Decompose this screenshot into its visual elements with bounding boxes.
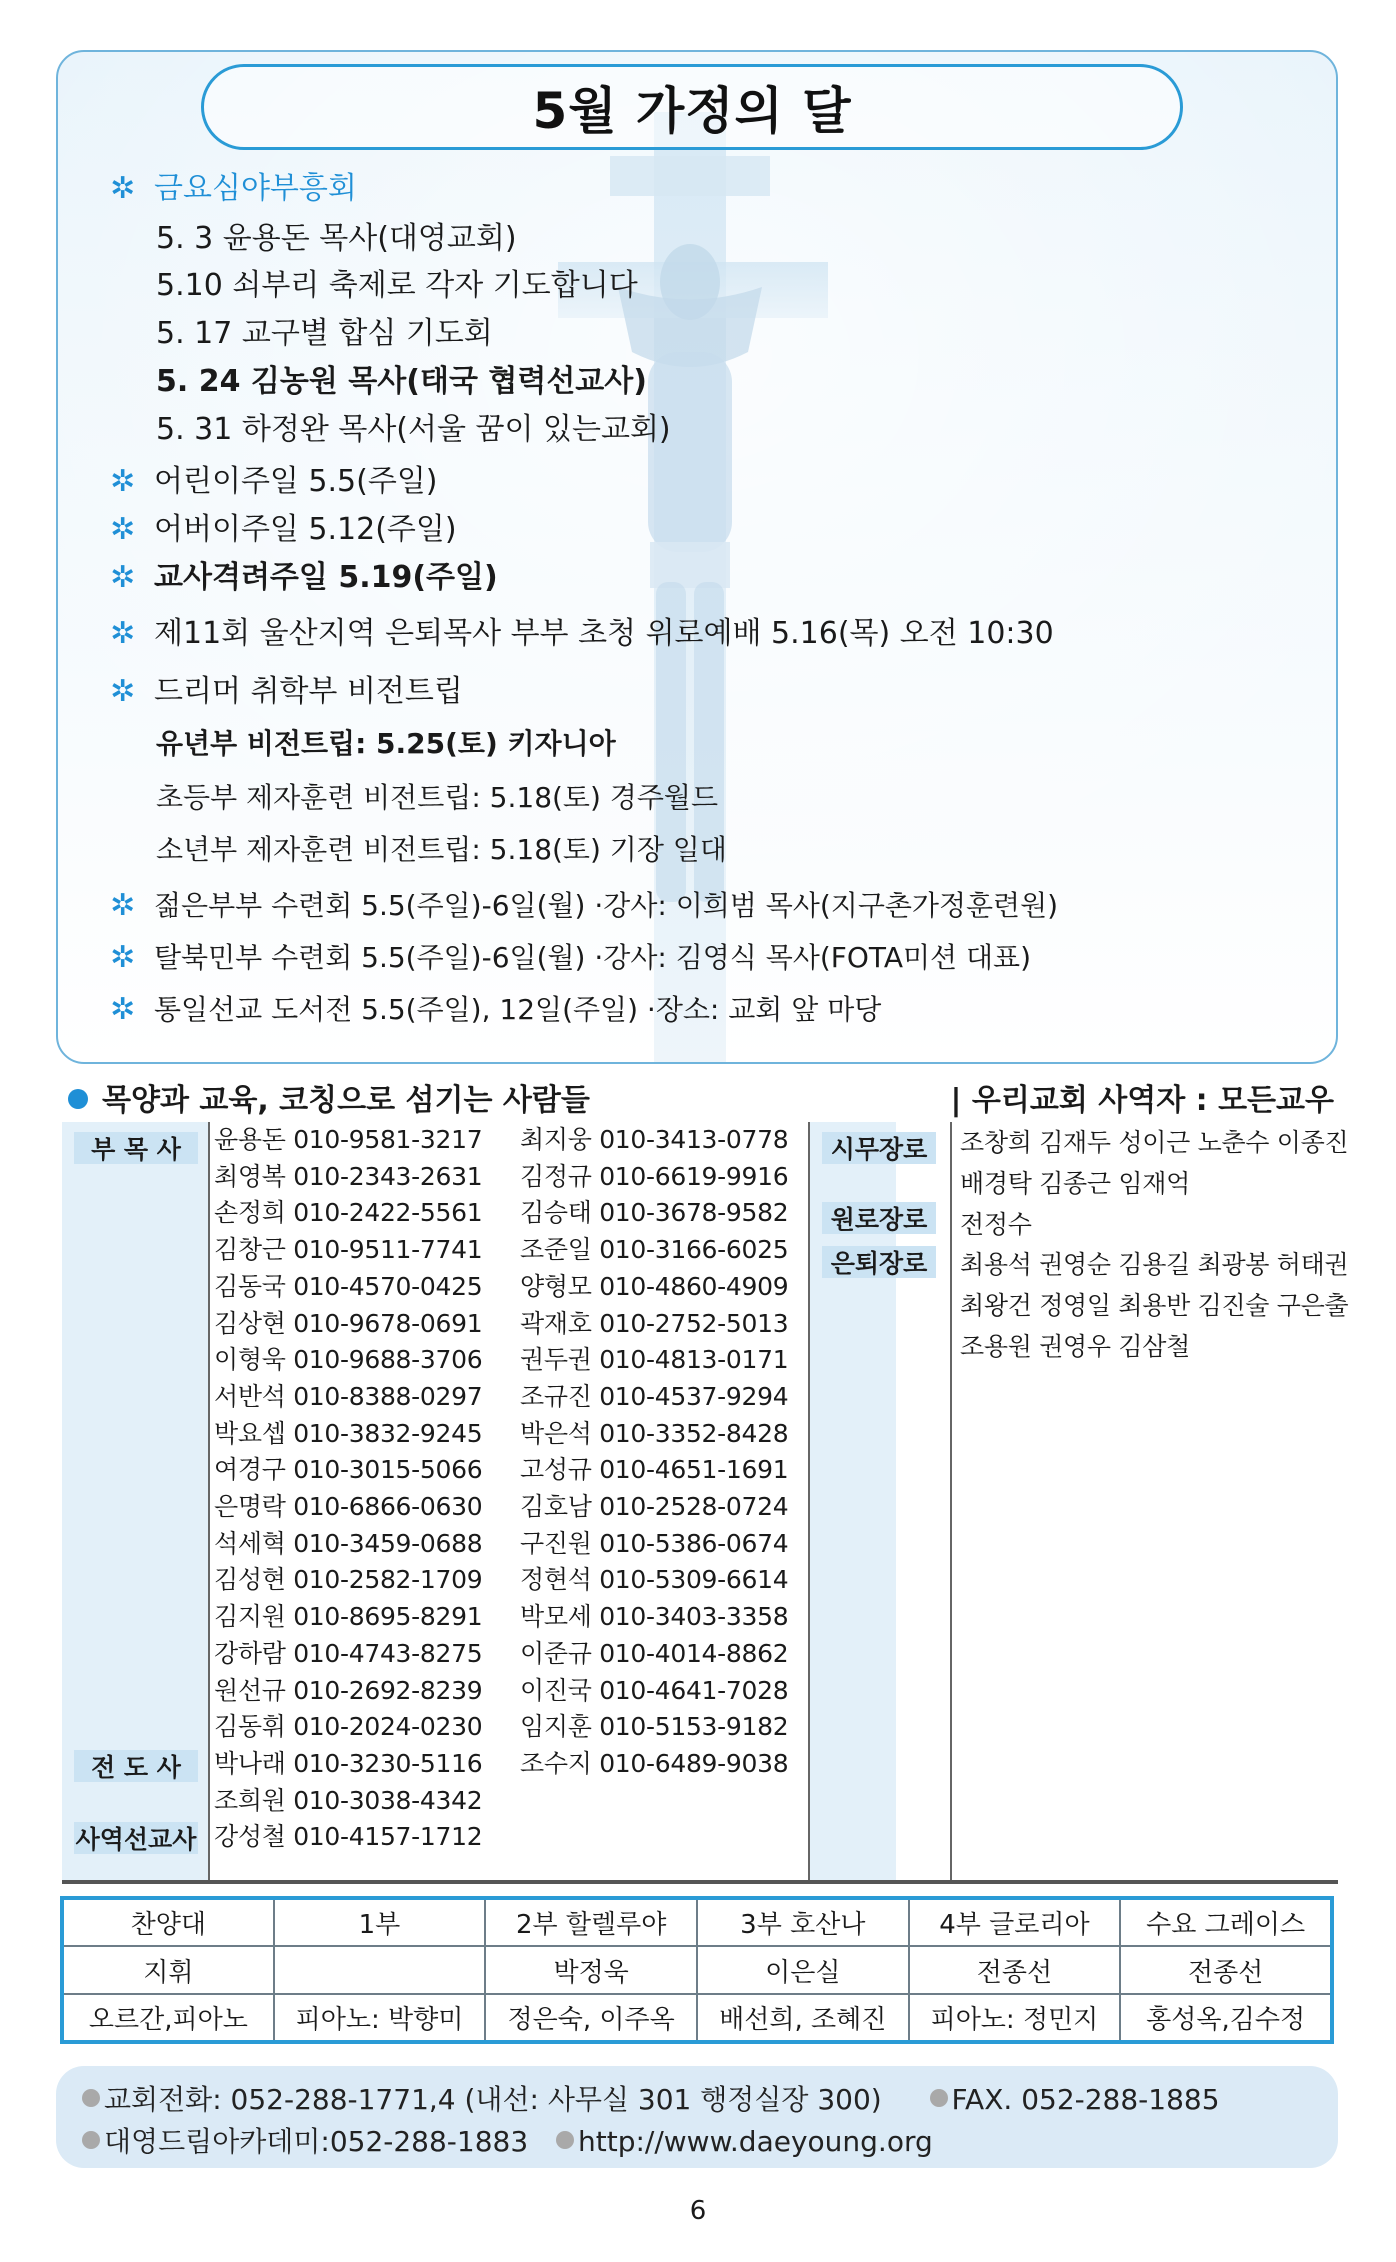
contact-item: 조수지 010-6489-9038 [520,1748,789,1778]
contact-item: 윤용돈 010-9581-3217 [214,1125,483,1154]
active-elders-list [960,1122,1348,1204]
contact-item: 최영복 010-2343-2631 [214,1161,483,1191]
list-item: 전정수 [960,1210,1032,1239]
table-cell [274,1946,486,1994]
event-teachers-day: ✲ 교사격려주일 5.19(주일) [110,558,498,598]
list-item: 5. 31 하정완 목사(서울 꿈이 있는교회) [156,412,671,447]
flower-icon: ✲ [110,940,136,975]
event-defectors: ✲ 탈북민부 수련회 5.5(주일)-6일(월) ·강사: 김영식 목사(FOTA미션 대표) [110,938,1031,978]
list-item: 최용석 권영순 김용길 최광봉 허태권 [960,1250,1349,1279]
list-item: 유년부 비전트립: 5.25(토) 키자니아 [156,727,616,760]
contact-item: 김창근 010-9511-7741 [214,1235,483,1265]
list-item: 5. 24 김농원 목사(태국 협력선교사) [156,364,647,399]
staff-section-subtitle: | 우리교회 사역자 : 모든교우 [950,1083,1334,1118]
bullet-dot-icon [82,2131,100,2149]
table-cell: 2부 할렐루야 [485,1898,697,1946]
event-parents-day: ✲ 어버이주일 5.12(주일) [110,510,457,550]
flower-icon: ✲ [110,464,136,499]
contact-footer [56,2066,1338,2168]
page-number: 6 [689,2196,707,2226]
list-item: 조용원 권영우 김삼철 [960,1332,1190,1361]
divider [808,1122,810,1884]
table-cell: 정은숙, 이주옥 [485,1994,697,2042]
bullet-dot-icon [930,2089,948,2107]
label-retired-elder: 은퇴장로 [822,1246,936,1278]
table-row [62,1946,1332,1994]
table-cell: 홍성옥,김수정 [1120,1994,1332,2042]
honorary-elders-list [960,1204,1032,1245]
table-cell: 4부 글로리아 [909,1898,1121,1946]
list-item: 5.10 쇠부리 축제로 각자 기도합니다 [156,268,638,303]
contact-item: 강성철 010-4157-1712 [214,1822,483,1852]
website-link[interactable]: http://www.daeyoung.org [577,2125,933,2158]
contact-item: 권두권 010-4813-0171 [520,1345,789,1375]
flower-icon: ✲ [110,512,136,547]
contact-item: 조규진 010-4537-9294 [520,1381,789,1411]
contact-item: 이형욱 010-9688-3706 [214,1345,483,1375]
page-title-banner [201,64,1183,150]
flower-icon: ✲ [110,674,136,709]
table-cell: 3부 호산나 [697,1898,909,1946]
divider [62,1880,1338,1884]
contact-item: 여경구 010-3015-5066 [214,1455,483,1485]
event-friday-revival: ✲ 금요심야부흥회 [110,169,357,209]
choir-table [60,1896,1334,2044]
table-cell: 전종선 [909,1946,1121,1994]
list-item: 초등부 제자훈련 비전트립: 5.18(토) 경주월드 [156,781,718,814]
table-cell: 이은실 [697,1946,909,1994]
contact-item: 은명락 010-6866-0630 [214,1492,483,1522]
list-item: 소년부 제자훈련 비전트립: 5.18(토) 기장 일대 [156,833,727,866]
table-cell: 오르간,피아노 [62,1994,274,2042]
contact-item: 김호남 010-2528-0724 [520,1492,789,1522]
contact-item: 양형모 010-4860-4909 [520,1271,789,1301]
retired-elders-list [960,1244,1348,1367]
contact-item: 서반석 010-8388-0297 [214,1381,483,1411]
contact-item: 박은석 010-3352-8428 [520,1418,789,1448]
contact-item: 김승태 010-3678-9582 [520,1198,789,1228]
contact-item: 석세혁 010-3459-0688 [214,1528,483,1558]
contact-item: 정현석 010-5309-6614 [520,1565,789,1595]
bullet-dot-icon [82,2089,100,2107]
event-dreamer-trip: ✲ 드리머 취학부 비전트립 [110,672,463,712]
table-cell: 피아노: 정민지 [909,1994,1121,2042]
table-cell: 찬양대 [62,1898,274,1946]
table-row [62,1994,1332,2042]
contact-item: 박나래 010-3230-5116 [214,1748,483,1778]
contact-list-2 [520,1122,788,1783]
staff-section-title: 목양과 교육, 코칭으로 섬기는 사람들 [68,1075,590,1115]
bullet-dot-icon [68,1089,88,1109]
contact-item: 구진원 010-5386-0674 [520,1528,789,1558]
label-active-elder: 시무장로 [822,1132,936,1164]
contact-item: 김동휘 010-2024-0230 [214,1712,483,1742]
table-cell: 지휘 [62,1946,274,1994]
footer-line-2 [82,2120,933,2160]
contact-item: 임지훈 010-5153-9182 [520,1712,789,1742]
table-cell: 배선희, 조혜진 [697,1994,909,2042]
footer-line-1 [82,2078,1220,2118]
church-fax: FAX. 052-288-1885 [951,2083,1220,2116]
bullet-dot-icon [556,2131,574,2149]
contact-item: 김지원 010-8695-8291 [214,1602,483,1632]
flower-icon: ✲ [110,888,136,923]
table-cell: 박정욱 [485,1946,697,1994]
flower-icon: ✲ [110,171,136,206]
page-title: 5월 가정의 달 [532,82,852,140]
table-row [62,1898,1332,1946]
contact-item: 곽재호 010-2752-5013 [520,1308,789,1338]
elder-label-column-bg [808,1122,896,1884]
contact-item: 박요셉 010-3832-9245 [214,1418,483,1448]
contact-list-1 [214,1122,482,1856]
contact-item: 김상현 010-9678-0691 [214,1308,483,1338]
church-phone: 교회전화: 052-288-1771,4 (내선: 사무실 301 행정실장 300) [104,2083,882,2116]
contact-item: 김성현 010-2582-1709 [214,1565,483,1595]
list-item: 배경탁 김종근 임재억 [960,1169,1190,1198]
flower-icon: ✲ [110,616,136,651]
flower-icon: ✲ [110,560,136,595]
table-cell: 피아노: 박향미 [274,1994,486,2042]
contact-item: 김동국 010-4570-0425 [214,1271,483,1301]
event-childrens-day: ✲ 어린이주일 5.5(주일) [110,462,438,502]
contact-item: 조준일 010-3166-6025 [520,1235,789,1265]
list-item: 조창희 김재두 성이근 노춘수 이종진 [960,1128,1349,1157]
contact-item: 원선규 010-2692-8239 [214,1675,483,1705]
contact-item: 고성규 010-4651-1691 [520,1455,789,1485]
divider [208,1122,210,1884]
divider [950,1122,952,1884]
contact-item: 최지웅 010-3413-0778 [520,1125,789,1154]
list-item: 5. 17 교구별 합심 기도회 [156,316,493,351]
table-cell: 전종선 [1120,1946,1332,1994]
event-book-fair: ✲ 통일선교 도서전 5.5(주일), 12일(주일) ·장소: 교회 앞 마당 [110,990,881,1030]
list-item: 5. 3 윤용돈 목사(대영교회) [156,221,517,256]
contact-item: 강하람 010-4743-8275 [214,1638,483,1668]
event-retired-pastors: ✲ 제11회 울산지역 은퇴목사 부부 초청 위로예배 5.16(목) 오전 10:30 [110,614,1054,654]
label-honorary-elder: 원로장로 [822,1202,936,1234]
label-evangelist: 전 도 사 [74,1750,198,1782]
list-item: 최왕건 정영일 최용반 김진술 구은출 [960,1291,1349,1320]
contact-item: 박모세 010-3403-3358 [520,1602,789,1632]
staff-directory [62,1122,1349,1884]
contact-item: 손정희 010-2422-5561 [214,1198,483,1228]
contact-item: 김정규 010-6619-9916 [520,1161,789,1191]
contact-item: 조희원 010-3038-4342 [214,1785,483,1815]
event-young-couples: ✲ 젊은부부 수련회 5.5(주일)-6일(월) ·강사: 이희범 목사(지구촌가정훈련원) [110,886,1058,926]
academy-phone: 대영드림아카데미:052-288-1883 [104,2125,529,2158]
table-cell: 수요 그레이스 [1120,1898,1332,1946]
flower-icon: ✲ [110,992,136,1027]
label-missionary: 사역선교사 [74,1822,198,1854]
table-cell: 1부 [274,1898,486,1946]
contact-item: 이준규 010-4014-8862 [520,1638,789,1668]
label-associate-pastor: 부 목 사 [74,1132,198,1164]
contact-item: 이진국 010-4641-7028 [520,1675,789,1705]
